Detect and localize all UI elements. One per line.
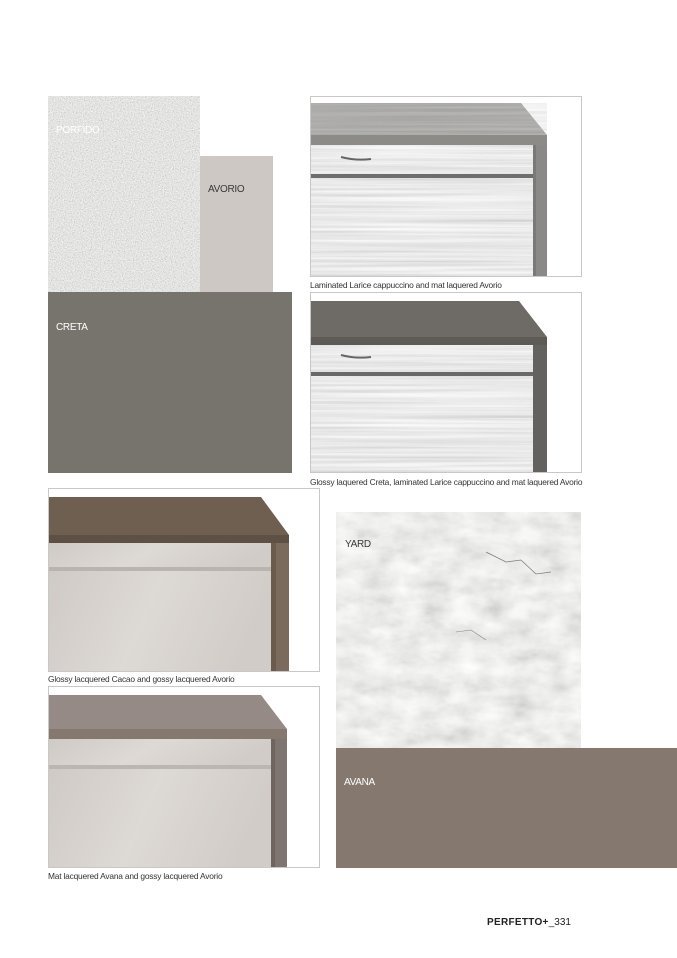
caption-photo2: Glossy laquered Creta, laminated Larice cappuccino and mat laquered Avorio bbox=[310, 477, 583, 487]
creta-swatch bbox=[48, 292, 292, 473]
yard-swatch bbox=[336, 512, 581, 748]
product-photo-cacao bbox=[48, 488, 320, 672]
product-photo-creta-larice bbox=[310, 292, 582, 473]
brand-name: PERFETTO+ bbox=[487, 917, 549, 928]
caption-photo3: Glossy lacquered Cacao and gossy lacquered Avorio bbox=[48, 674, 235, 684]
caption-photo4: Mat lacquered Avana and gossy lacquered Avorio bbox=[48, 871, 223, 881]
yard-texture bbox=[336, 512, 581, 748]
product-photo-avana bbox=[48, 686, 320, 868]
page-footer bbox=[487, 917, 571, 928]
page-number: _331 bbox=[548, 917, 571, 928]
avorio-label: AVORIO bbox=[208, 184, 245, 195]
avana-label: AVANA bbox=[344, 777, 375, 788]
yard-label: YARD bbox=[345, 539, 371, 550]
caption-photo1: Laminated Larice cappuccino and mat laquered Avorio bbox=[310, 280, 502, 290]
avana-swatch bbox=[336, 748, 677, 868]
creta-label: CRETA bbox=[56, 322, 88, 333]
avorio-swatch bbox=[200, 156, 273, 292]
porfido-swatch bbox=[48, 96, 200, 292]
porfido-label: PORFIDO bbox=[56, 125, 100, 136]
product-photo-larice bbox=[310, 96, 582, 277]
